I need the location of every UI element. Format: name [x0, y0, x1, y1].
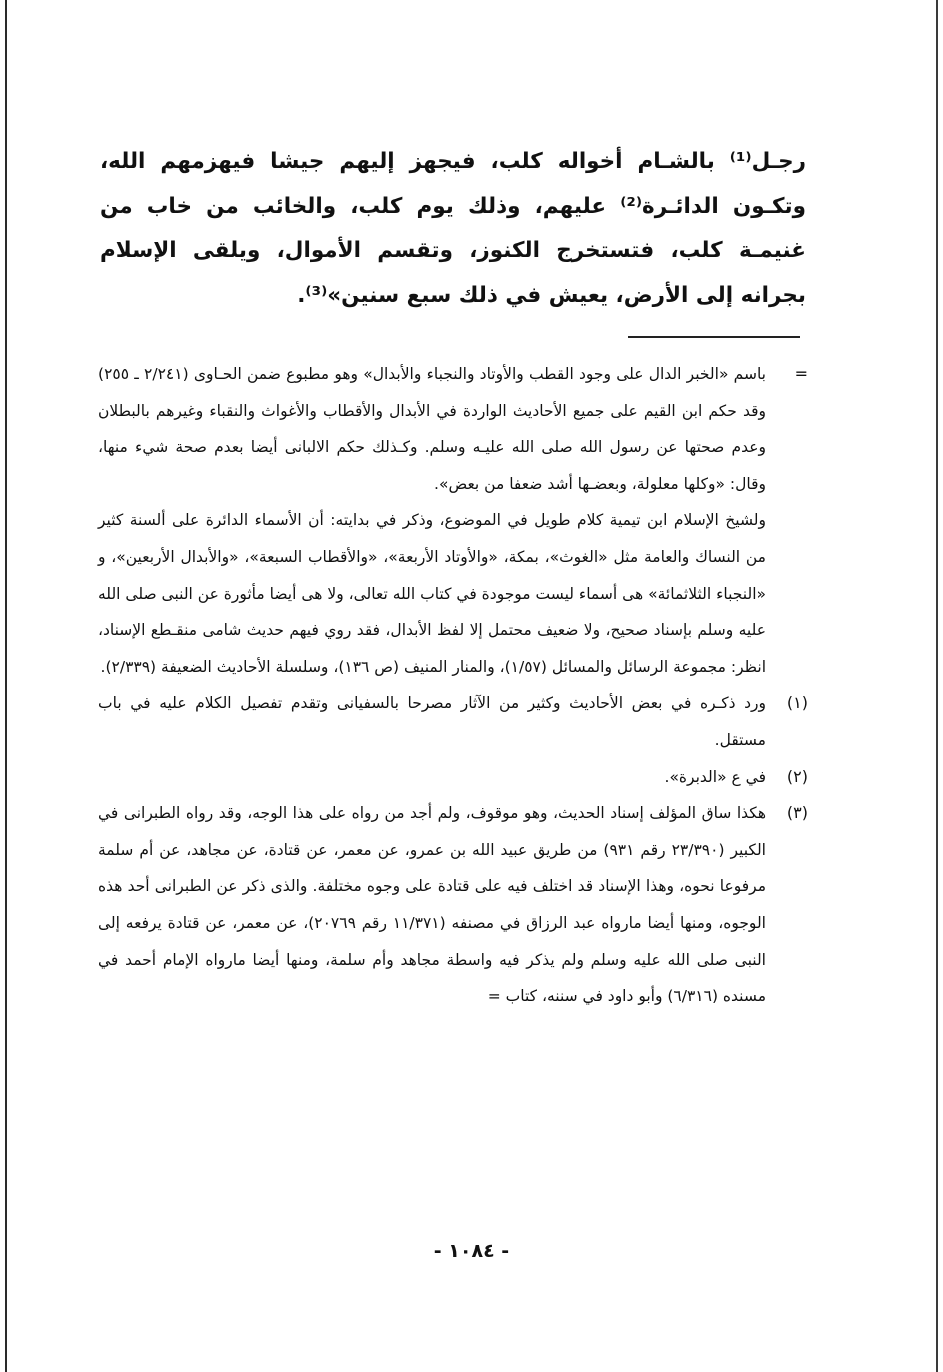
continuation-marker: =: [794, 364, 808, 383]
scan-edge-left: [5, 0, 7, 1372]
footnote-2: [98, 759, 808, 796]
continuation-paragraph: ولشيخ الإسلام ابن تيمية كلام طويل في الموضوع، وذكر في بدايته: أن الأسماء الدائرة على ألسنة كثير من النساك والعامة مثل «الغوث»، بمكة، «والأوتاد الأربعة»، «والأقطاب السبعة»، «والأبدال الأربعين»، و «النجباء الثلاثمائة» هى أسماء ليست موجودة في كتاب الله تعالى، ولا هى أيضا مأثورة عن النبى صلى الله عليه وسلم بإسناد صحيح، ولا ضعيف محتمل إلا لفظ الأبدال، فقد روي فيهم حديث شامى منقـطع الإسناد، انظر: مجموعة الرسائل والمسائل (١/٥٧)، والمنار المنيف (ص ١٣٦)، وسلسلة الأحاديث الضعيفة (٢/٣٣٩).: [98, 511, 766, 676]
footnote-3: [98, 795, 808, 1015]
footnote-3-marker: (٣): [786, 803, 808, 823]
footnotes-section: [98, 356, 808, 1015]
footnote-2-text: في ع «الدبرة».: [664, 767, 766, 786]
footnote-1-text: ورد ذكـره في بعض الأحاديث وكثير من الآثار مصرحا بالسفيانى وتقدم تفصيل الكلام عليه في باب مستقل.: [98, 694, 766, 749]
scan-edge-right: [936, 0, 938, 1372]
page-number: - ١٠٨٤ -: [433, 1240, 510, 1262]
main-paragraph: رجـل⁽¹⁾ بالشـام أخواله كلب، فيجهز إليهم جيشا فيهزمهم الله، وتكـون الدائـرة⁽²⁾ عليهم، وذلك يوم كلب، والخائب من خاب من غنيمـة كلب، فتستخرج الكنوز، وتقسم الأموال، ويلقى الإسلام بجرانه إلى الأرض، يعيش في ذلك سبع سنين»⁽³⁾.: [100, 149, 806, 308]
footnote-separator: [628, 336, 800, 338]
main-text-block: [100, 140, 806, 318]
continuation-text: باسم «الخبر الدال على وجود القطب والأوتاد والنجباء والأبدال» وهو مطبوع ضمن الحـاوى (٢/٢٤١ ـ ٢٥٥) وقد حكم ابن القيم على جميع الأحاديث الواردة في الأبدال والأقطاب والأغواث والنقباء وغيرهم بالبطلان وعدم صحتها عن رسول الله صلى الله عليـه وسلم. وكـذلك حكم الالبانى أيضا بعدم صحة شيء منها، وقال: «وكلها معلولة، وبعضـها أشد ضعفا من بعض».: [98, 365, 766, 493]
footnote-3-text: هكذا ساق المؤلف إسناد الحديث، وهو موقوف، ولم أجد من رواه على هذا الوجه، وقد رواه الطبرانى في الكبير (٢٣/٣٩٠ رقم ٩٣١) من طريق عبيد الله بن عمرو، عن معمر، عن قتادة، عن مجاهد، عن أم سلمة مرفوعا نحوه، وهذا الإسناد قد اختلف فيه على قتادة على وجوه مختلفة. والذى ذكر عن الطبرانى أحد هذه الوجوه، ومنها أيضا مارواه عبد الرزاق في مصنفه (١١/٣٧١ رقم ٢٠٧٦٩)، عن معمر، عن قتادة يرفعه إلى النبى صلى الله عليه وسلم ولم يذكر فيه واسطة مجاهد وأم سلمة، ومنها أيضا مارواه الإمام أحمد في مسنده (٦/٣١٦) وأبو داود في سننه، كتاب =: [98, 804, 766, 1006]
footnote-1: [98, 685, 808, 758]
footnote-continuation: [98, 356, 808, 502]
footnote-1-marker: (١): [786, 693, 808, 713]
footnote-2-marker: (٢): [786, 766, 808, 786]
